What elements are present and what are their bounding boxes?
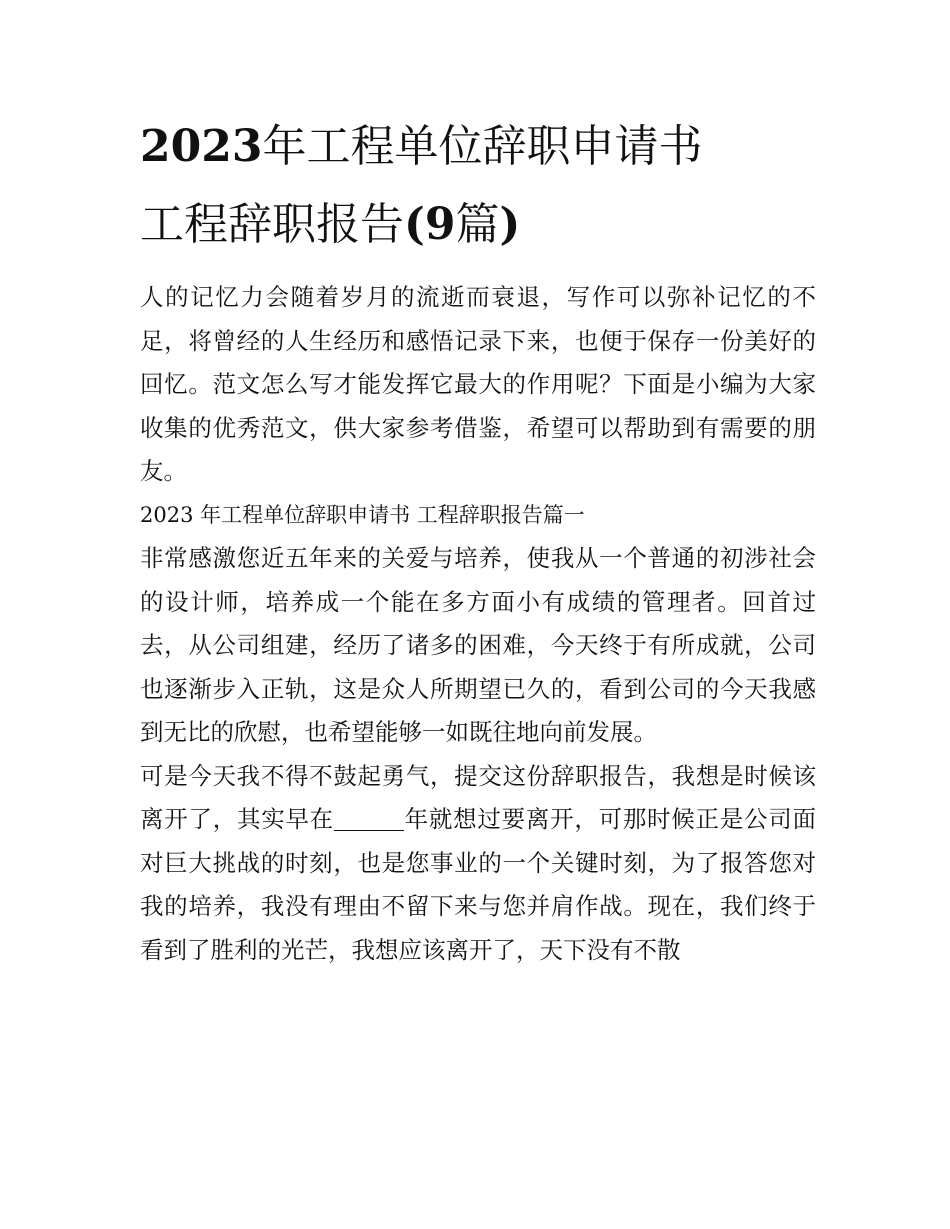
body-paragraph-2-part-a: 可是今天我不得不鼓起勇气，提交这份辞职报告，我想是时候该离开了，其实早在 — [140, 761, 816, 833]
title-line-1 — [140, 108, 816, 186]
title-line-1-text: 年工程单位辞职申请书 — [262, 121, 703, 172]
title-line-2 — [140, 186, 816, 264]
fill-in-blank — [334, 806, 404, 831]
title-count-open: (9 — [404, 199, 456, 250]
document-title — [140, 108, 816, 264]
document-page — [140, 108, 816, 972]
section-heading: 2023 年工程单位辞职申请书 工程辞职报告篇一 — [140, 502, 585, 527]
title-count-close: ) — [499, 199, 521, 250]
body-paragraph-1: 非常感激您近五年来的关爱与培养，使我从一个普通的初涉社会的设计师，培养成一个能在多方面小有成绩的管理者。回首过去，从公司组建，经历了诸多的困难，今天终于有所成就，公司也逐渐步入正轨，这是众人所期望已久的，看到公司的今天我感到无比的欣慰，也希望能够一如既往地向前发展。 — [140, 544, 816, 746]
title-year: 2023 — [140, 121, 263, 172]
body-paragraph-2-part-b: 年就想过要离开，可那时候正是公司面对巨大挑战的时刻，也是您事业的一个关键时刻，为了报答您对我的培养，我没有理由不留下来与您并肩作战。现在，我们终于看到了胜利的光芒，我想应该离开了，天下没有不散 — [140, 805, 817, 964]
title-count-unit: 篇 — [455, 199, 500, 250]
body-paragraph-2 — [140, 755, 816, 973]
title-line-2-text: 工程辞职报告 — [140, 199, 404, 250]
intro-paragraph: 人的记忆力会随着岁月的流逝而衰退，写作可以弥补记忆的不足，将曾经的人生经历和感悟记录下来，也便于保存一份美好的回忆。范文怎么写才能发挥它最大的作用呢？下面是小编为大家收集的优秀范文，供大家参考借鉴，希望可以帮助到有需要的朋友。 — [140, 283, 816, 485]
